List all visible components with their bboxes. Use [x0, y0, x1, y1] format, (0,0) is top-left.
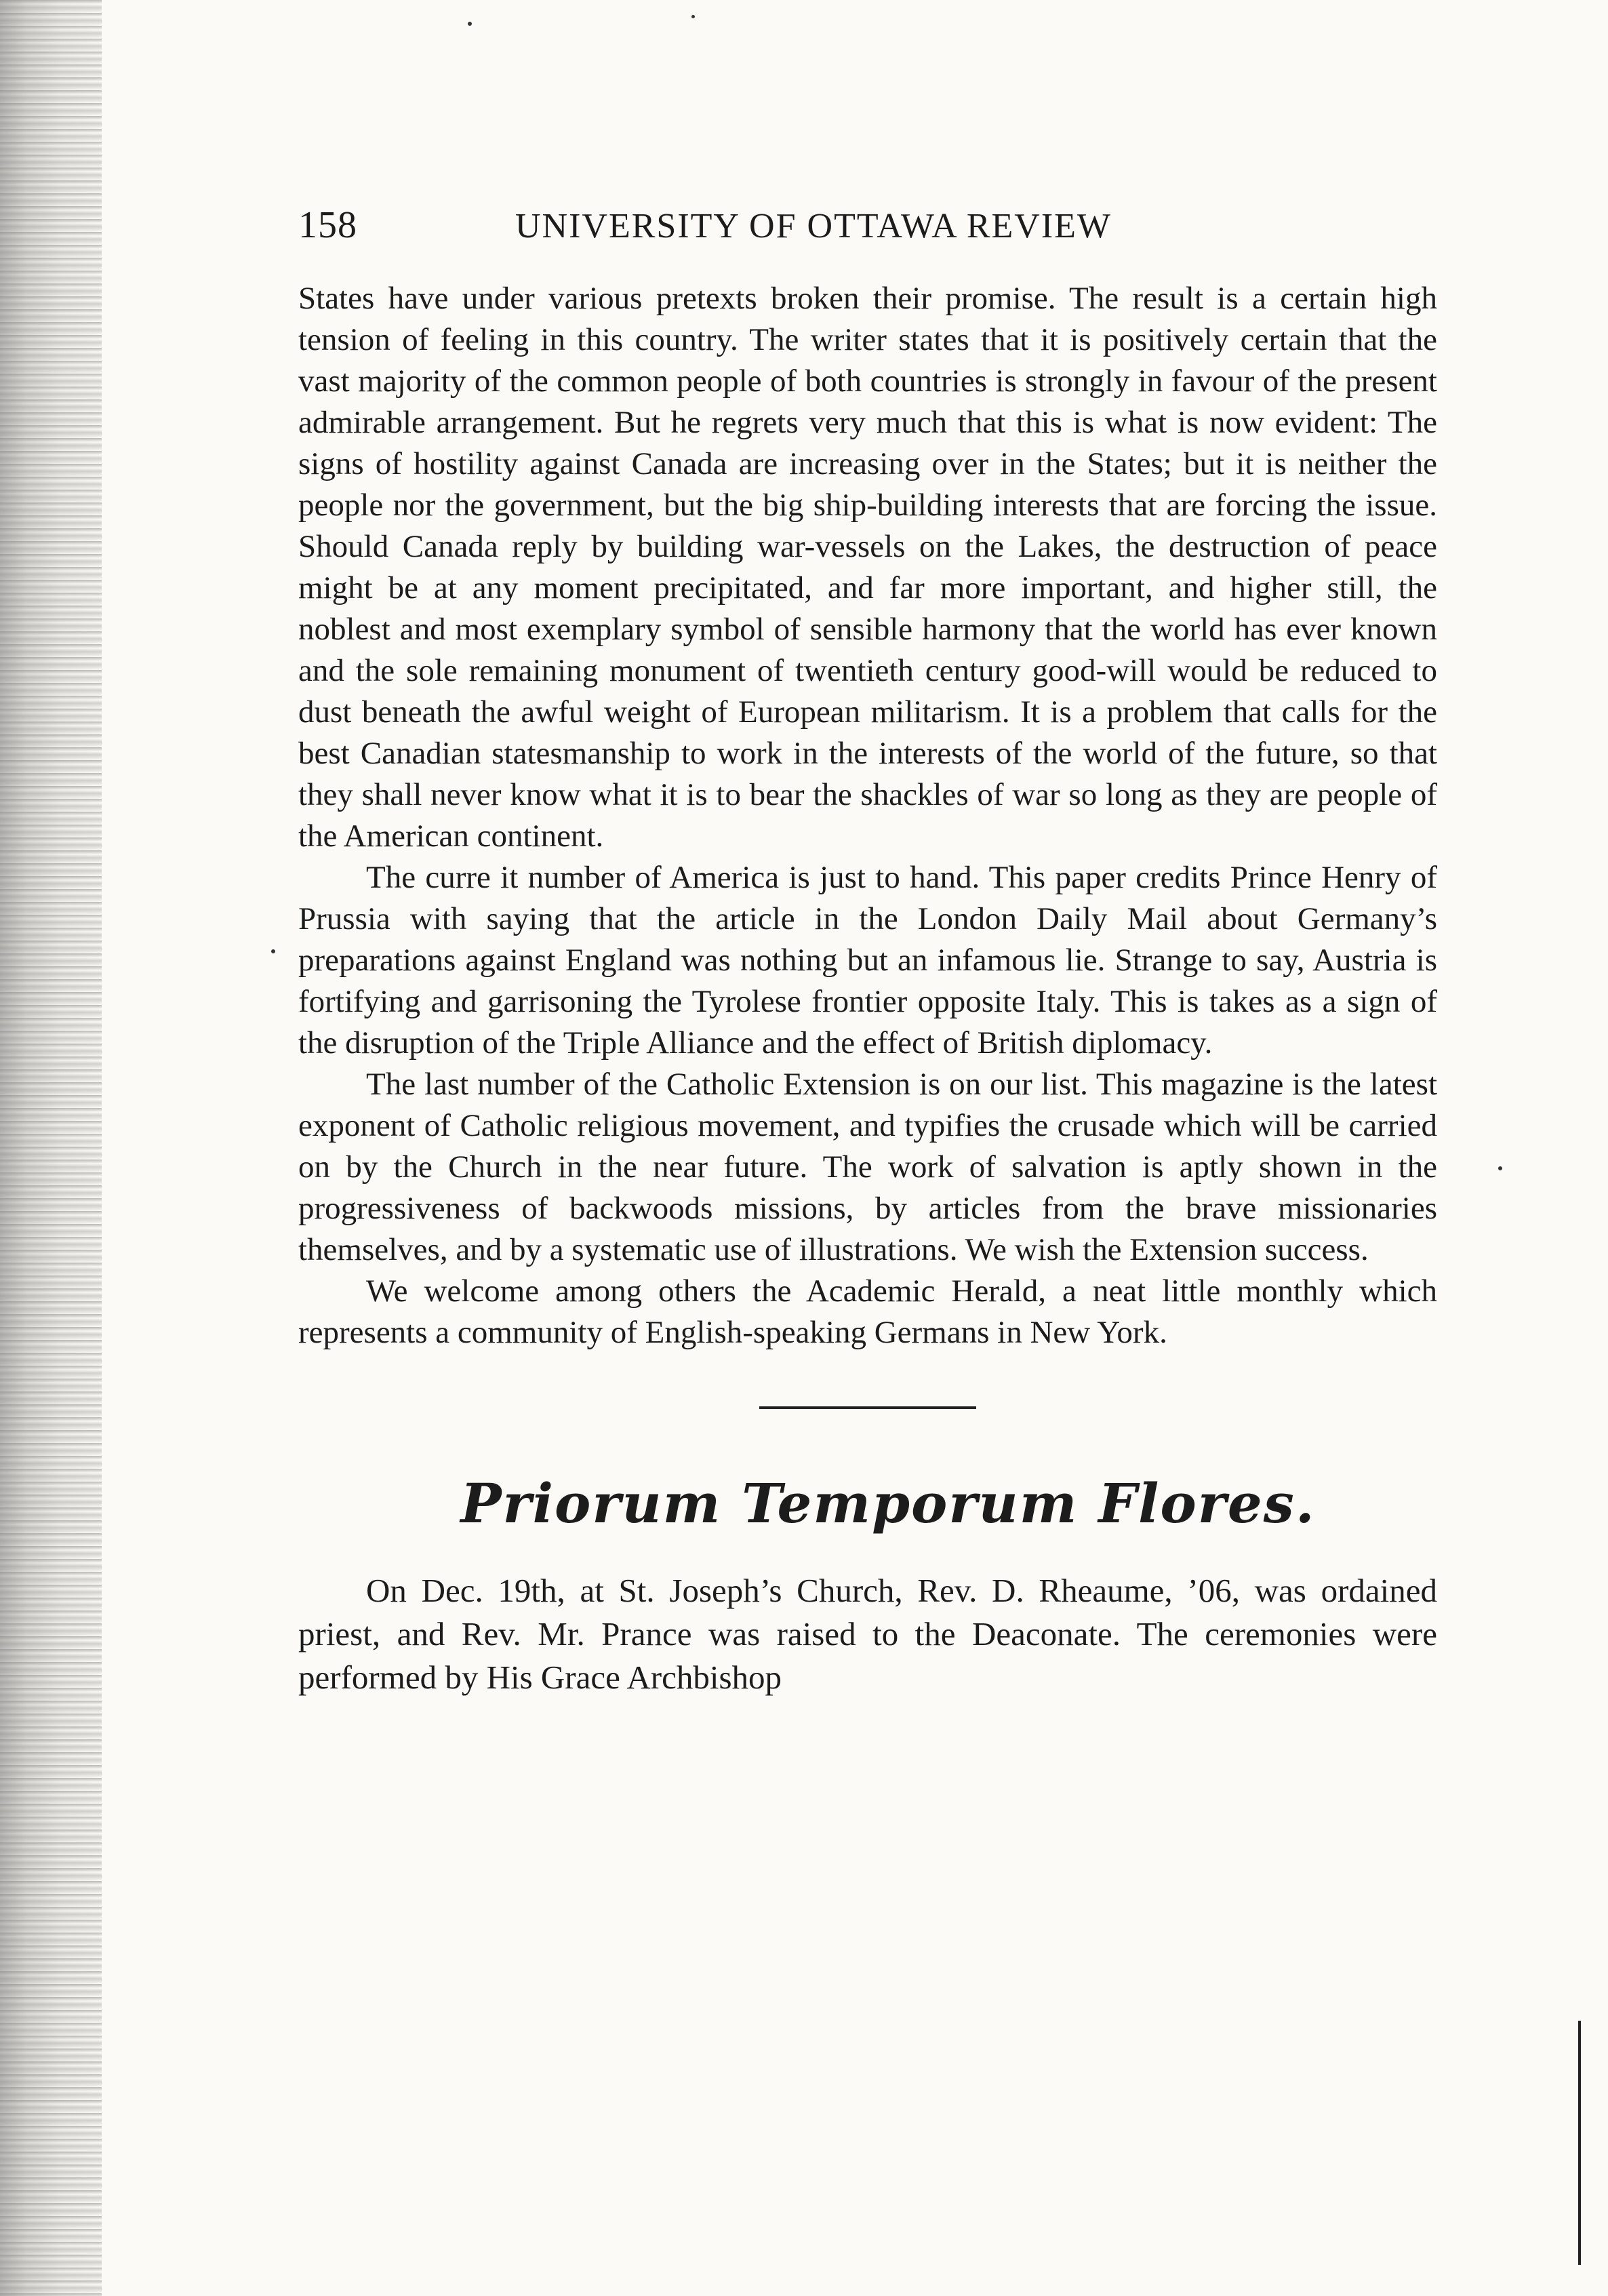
page-content	[298, 203, 1437, 1699]
paragraph: The last number of the Catholic Extension is on our list. This magazine is the latest exponent of Catholic religious movement, and typifies the crusade which will be carried on by the Church in the near future. The work of salvation is aptly shown in the progressiveness of backwoods missions, by articles from the brave missionaries themselves, and by a systematic use of illustrations. We wish the Extension success.	[298, 1067, 1437, 1267]
ink-speck	[468, 22, 472, 26]
paragraph: The curre it number of America is just to hand. This paper credits Prince Henry of Prussia with saying that the article in the London Daily Mail about Germany’s preparations against England was nothing but an infamous lie. Strange to say, Austria is fortifying and garrisoning the Tyrolese frontier opposite Italy. This is takes as a sign of the disruption of the Triple Alliance and the effect of British diplomacy.	[298, 860, 1437, 1061]
paragraph: On Dec. 19th, at St. Joseph’s Church, Rev. D. Rheaume, ’06, was ordained priest, and Rev. Mr. Prance was raised to the Deaconate. The ceremonies were performed by His Grace Archbishop	[298, 1572, 1437, 1696]
journal-title: UNIVERSITY OF OTTAWA REVIEW	[515, 207, 1112, 245]
paragraph: States have under various pretexts broken their promise. The result is a certain high tension of feeling in this country. The writer states that it is positively certain that the vast majority of the common people of both countries is strongly in favour of the present admirable arrangement. But he regrets very much that this is what is now evident: The signs of hostility against Canada are increasing over in the States; but it is neither the people nor the government, but the big ship-building interests that are forcing the issue. Should Canada reply by building war-vessels on the Lakes, the destruction of peace might be at any moment precipitated, and far more important, and higher still, the noblest and most exemplary symbol of sensible harmony that the world has ever known and the sole remaining monument of twentieth century good-will would be reduced to dust beneath the awful weight of European militarism. It is a problem that calls for the best Canadian statesmanship to work in the interests of the world of the future, so that they shall never know what it is to bear the shackles of war so long as they are people of the American continent.	[298, 281, 1437, 854]
article-body	[298, 278, 1437, 1353]
ink-speck	[691, 15, 695, 18]
running-head	[298, 203, 1437, 278]
section-heading: Priorum Temporum Flores.	[460, 1471, 1316, 1535]
ink-speck	[271, 949, 275, 953]
paragraph: We welcome among others the Academic Herald, a neat little monthly which represents a community of English-speaking Germans in New York.	[298, 1273, 1437, 1350]
section-divider	[759, 1406, 976, 1409]
binding-edge-shadow	[0, 0, 102, 2296]
section-body	[298, 1569, 1437, 1699]
right-margin-rule	[1578, 2021, 1581, 2265]
page-number: 158	[298, 204, 357, 246]
ink-speck	[1498, 1166, 1502, 1170]
